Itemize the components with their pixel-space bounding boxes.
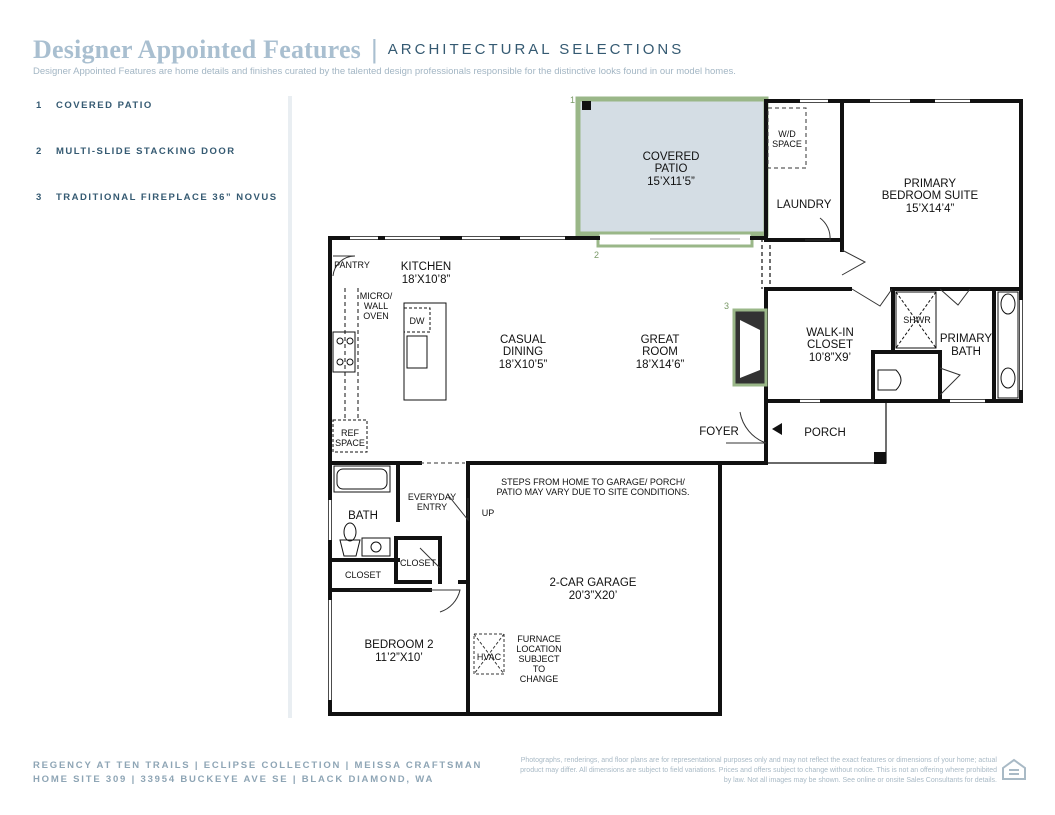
page-header xyxy=(33,34,684,65)
feature-marker-3: 3 xyxy=(724,301,730,311)
micro-oven-label: OVEN xyxy=(363,311,389,321)
kitchen-name: KITCHEN xyxy=(400,261,452,273)
walkin-closet-name: CLOSET xyxy=(806,339,854,351)
community-info xyxy=(33,759,482,787)
garage-name: 2-CAR GARAGE xyxy=(549,577,637,589)
furnace-note: LOCATION xyxy=(516,644,562,654)
feature-label: MULTI-SLIDE STACKING DOOR xyxy=(56,146,236,157)
casual-dining-dims: 18’X10’5” xyxy=(498,359,548,371)
garage-dims: 20’3”X20’ xyxy=(568,590,618,602)
furnace-note: CHANGE xyxy=(519,674,559,684)
dishwasher-label: DW xyxy=(409,316,425,326)
micro-oven-label: WALL xyxy=(363,301,389,311)
everyday-entry-label: EVERYDAY xyxy=(407,492,457,502)
pantry-label: PANTRY xyxy=(334,260,370,270)
feature-number: 1 xyxy=(36,100,43,111)
page-subtitle: ARCHITECTURAL SELECTIONS xyxy=(387,41,685,58)
covered-patio-dims: 15’X11’5” xyxy=(647,176,695,188)
feature-number: 3 xyxy=(36,192,43,203)
kitchen-dims: 18’X10’8” xyxy=(401,274,451,286)
title-separator: | xyxy=(371,34,378,64)
primary-suite-name: PRIMARY xyxy=(903,178,957,190)
furnace-note: TO xyxy=(532,664,546,674)
bedroom2-dims: 11’2”X10’ xyxy=(375,652,423,664)
fireplace xyxy=(734,310,766,385)
bedroom2-name: BEDROOM 2 xyxy=(364,639,434,651)
great-room-name: ROOM xyxy=(642,346,678,358)
patio-post xyxy=(582,101,591,110)
wd-space-label: W/D xyxy=(778,129,796,139)
feature-marker-1: 1 xyxy=(570,95,576,105)
casual-dining-name: DINING xyxy=(502,346,544,358)
divider xyxy=(288,96,292,718)
page-description: Designer Appointed Features are home details and finishes curated by the talented design professionals responsible for the distinctive looks found in our model homes. xyxy=(33,66,736,77)
great-room-name: GREAT xyxy=(640,334,680,346)
bedroom-closet-label: CLOSET xyxy=(344,570,382,580)
ref-space-label: SPACE xyxy=(335,438,365,448)
laundry-label: LAUNDRY xyxy=(776,199,832,211)
feature-marker-2: 2 xyxy=(594,250,600,260)
micro-oven-label: MICRO/ xyxy=(359,291,393,301)
feature-number: 2 xyxy=(36,146,43,157)
page-title: Designer Appointed Features xyxy=(33,34,362,64)
bath-label: BATH xyxy=(348,510,378,522)
shower-label: SHWR xyxy=(903,315,931,325)
primary-bath-name: PRIMARY xyxy=(939,333,993,345)
everyday-entry-label: ENTRY xyxy=(416,502,448,512)
covered-patio-name: PATIO xyxy=(654,163,688,175)
walkin-closet-dims: 10’8”X9’ xyxy=(808,352,852,364)
furnace-note: FURNACE xyxy=(517,634,561,644)
feature-label: TRADITIONAL FIREPLACE 36” NOVUS xyxy=(56,192,278,203)
casual-dining-name: CASUAL xyxy=(499,334,547,346)
porch-post xyxy=(874,452,886,464)
entry-arrow-icon xyxy=(772,423,782,435)
foyer-label: FOYER xyxy=(699,426,739,438)
stairs-up-label: UP xyxy=(481,508,495,518)
porch-label: PORCH xyxy=(804,427,846,439)
garage-note: STEPS FROM HOME TO GARAGE/ PORCH/ xyxy=(501,477,685,487)
hvac-label: HVAC xyxy=(476,652,502,662)
equal-housing-icon xyxy=(1001,757,1027,783)
feature-item xyxy=(36,146,278,192)
great-room-dims: 18’X14’6” xyxy=(635,359,685,371)
community-line: REGENCY AT TEN TRAILS | ECLIPSE COLLECTION | MEISSA CRAFTSMAN xyxy=(33,760,483,771)
feature-item xyxy=(36,100,278,146)
feature-item xyxy=(36,192,278,238)
ref-space-label: REF xyxy=(341,428,359,438)
primary-bath-name: BATH xyxy=(951,346,981,358)
walkin-closet-name: WALK-IN xyxy=(806,327,854,339)
floor-plan xyxy=(295,88,1035,728)
feature-list xyxy=(36,100,278,238)
primary-suite-name: BEDROOM SUITE xyxy=(881,190,979,202)
closet-label: CLOSET xyxy=(399,558,437,568)
bath-fixtures xyxy=(878,292,1018,398)
garage-note: PATIO MAY VARY DUE TO SITE CONDITIONS. xyxy=(496,487,690,497)
address-line: HOME SITE 309 | 33954 BUCKEYE AVE SE | BLACK DIAMOND, WA xyxy=(33,774,435,785)
furnace-note: SUBJECT xyxy=(518,654,560,664)
wd-space-label: SPACE xyxy=(772,139,802,149)
feature-label: COVERED PATIO xyxy=(56,100,153,111)
covered-patio-name: COVERED xyxy=(642,151,700,163)
primary-suite-dims: 15’X14’4” xyxy=(905,203,955,215)
disclaimer: Photographs, renderings, and floor plans are for representational purposes only and may not reflect the exact features or dimensions of your home; actual product may differ. All dimensions are subject to field variations. Prices and offers subject to change without notice. This is not an offering where prohibited by law. Not all images may be shown. See online or onsite Sales Consultants for details. xyxy=(520,757,997,784)
